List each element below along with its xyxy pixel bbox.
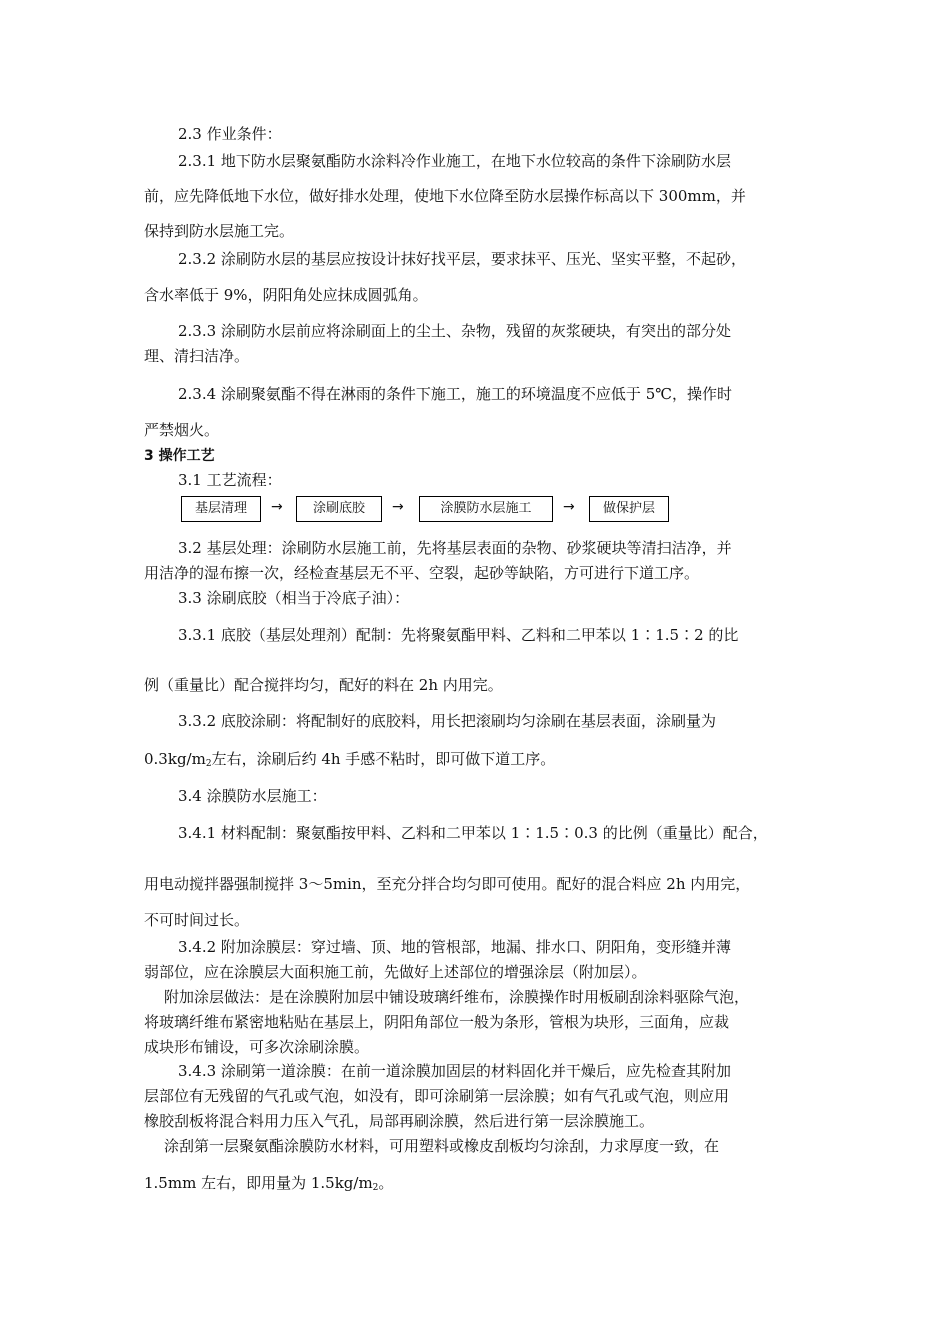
flow-arrow: →: [271, 499, 283, 515]
section-heading-3-4: 3.4 涂膜防水层施工：: [178, 787, 327, 805]
paragraph-line: 含水率低于 9%，阴阳角处应抹成圆弧角。: [144, 286, 428, 304]
paragraph-line: [144, 749, 555, 774]
subscript: 2: [372, 1183, 379, 1193]
paragraph-line: 弱部位，应在涂膜层大面积施工前，先做好上述部位的增强涂层（附加层）。: [144, 963, 647, 981]
paragraph-line: 3.4.2 附加涂膜层：穿过墙、顶、地的管根部，地漏、排水口、阴阳角，变形缝并薄: [178, 938, 731, 956]
paragraph-line: 保持到防水层施工完。: [144, 222, 295, 240]
paragraph-line: 将玻璃纤维布紧密地粘贴在基层上，阴阳角部位一般为条形，管根为块形，三面角，应裁: [144, 1013, 730, 1031]
flow-step-protective-layer: 做保护层: [589, 496, 669, 522]
paragraph-line: 用洁净的湿布擦一次，经检查基层无不平、空裂，起砂等缺陷，方可进行下道工序。: [144, 564, 700, 582]
paragraph-line: 3.3.1 底胶（基层处理剂）配制：先将聚氨酯甲料、乙料和二甲苯以 1∶1.5∶2 的比: [178, 626, 739, 644]
section-heading-3: 3 操作工艺: [144, 448, 215, 464]
flow-step-membrane-waterproofing: 涂膜防水层施工: [419, 496, 553, 522]
section-heading-2-3: 2.3 作业条件：: [178, 125, 282, 143]
text-run: 0.3kg/m: [144, 750, 206, 768]
paragraph-line: 涂刮第一层聚氨酯涂膜防水材料，可用塑料或橡皮刮板均匀涂刮，力求厚度一致，在: [164, 1137, 720, 1155]
flow-step-base-cleaning: 基层清理: [181, 496, 261, 522]
paragraph-line: 3.2 基层处理：涂刷防水层施工前，先将基层表面的杂物、砂浆硬块等清扫洁净，并: [178, 539, 732, 557]
paragraph-line: [144, 1173, 393, 1198]
flow-step-primer-coating: 涂刷底胶: [296, 496, 382, 522]
section-heading-3-1: 3.1 工艺流程：: [178, 471, 282, 489]
paragraph-line: 不可时间过长。: [144, 911, 250, 929]
subscript: 2: [205, 759, 212, 769]
paragraph-line: 用电动搅拌器强制搅拌 3～5min，至充分拌合均匀即可使用。配好的混合料应 2h 内用完，: [144, 875, 751, 893]
section-heading-3-3: 3.3 涂刷底胶（相当于冷底子油）：: [178, 589, 410, 607]
paragraph-line: 例（重量比）配合搅拌均匀，配好的料在 2h 内用完。: [144, 676, 503, 694]
paragraph-line: 2.3.1 地下防水层聚氨酯防水涂料冷作业施工，在地下水位较高的条件下涂刷防水层: [178, 152, 731, 170]
paragraph-line: 3.4.1 材料配制：聚氨酯按甲料、乙料和二甲苯以 1∶1.5∶0.3 的比例（重量比）配合，: [178, 824, 768, 842]
text-run: 1.5mm 左右，即用量为 1.5kg/m: [144, 1174, 373, 1192]
paragraph-line: 附加涂层做法：是在涂膜附加层中铺设玻璃纤维布，涂膜操作时用板刷刮涂料驱除气泡，: [164, 988, 750, 1006]
paragraph-line: 3.3.2 底胶涂刷：将配制好的底胶料，用长把滚刷均匀涂刷在基层表面，涂刷量为: [178, 712, 716, 730]
paragraph-line: 3.4.3 涂刷第一道涂膜：在前一道涂膜加固层的材料固化并干燥后，应先检查其附加: [178, 1062, 731, 1080]
paragraph-line: 严禁烟火。: [144, 421, 220, 439]
paragraph-line: 2.3.2 涂刷防水层的基层应按设计抹好找平层，要求抹平、压光、坚实平整，不起砂，: [178, 250, 746, 268]
paragraph-line: 理、清扫洁净。: [144, 347, 250, 365]
paragraph-line: 2.3.3 涂刷防水层前应将涂刷面上的尘土、杂物，残留的灰浆硬块，有突出的部分处: [178, 322, 731, 340]
paragraph-line: 橡胶刮板将混合料用力压入气孔，局部再刷涂膜，然后进行第一层涂膜施工。: [144, 1112, 655, 1130]
paragraph-line: 层部位有无残留的气孔或气泡，如没有，即可涂刷第一层涂膜；如有气孔或气泡，则应用: [144, 1087, 730, 1105]
paragraph-line: 2.3.4 涂刷聚氨酯不得在淋雨的条件下施工，施工的环境温度不应低于 5℃，操作时: [178, 385, 733, 403]
text-run: 。: [378, 1174, 394, 1192]
text-run: 左右，涂刷后约 4h 手感不粘时，即可做下道工序。: [211, 750, 556, 768]
flow-arrow: →: [392, 499, 404, 515]
flow-arrow: →: [563, 499, 575, 515]
paragraph-line: 前，应先降低地下水位，做好排水处理，使地下水位降至防水层操作标高以下 300mm，并: [144, 187, 746, 205]
paragraph-line: 成块形布铺设，可多次涂刷涂膜。: [144, 1038, 370, 1056]
